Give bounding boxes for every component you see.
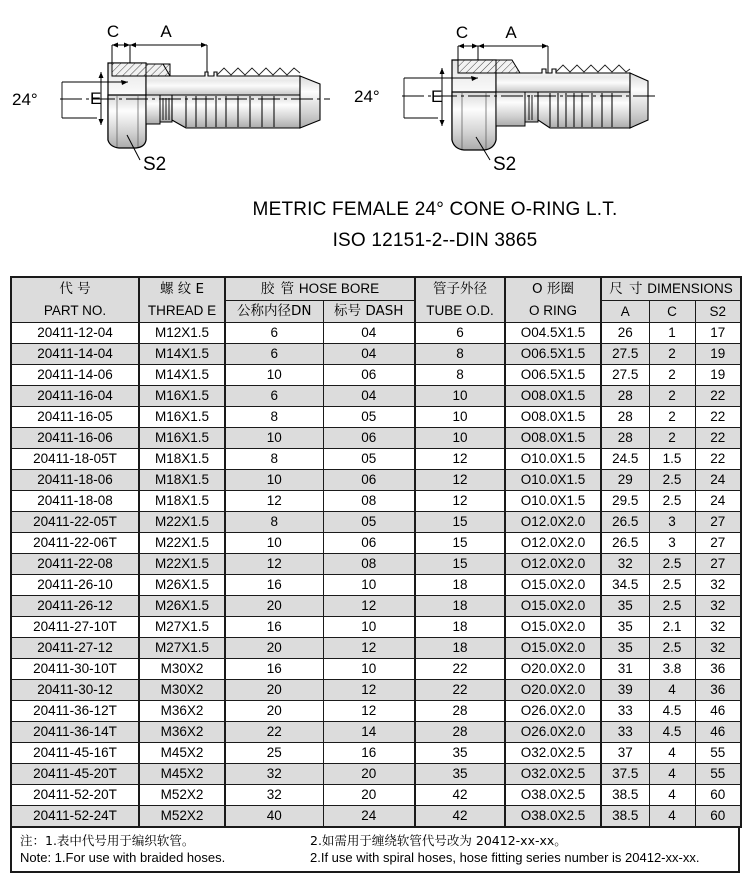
note-cn-part2: 2.如需用于缠绕软管代号改为 20412-xx-xx。 [310, 833, 567, 848]
col-header-hose-bore [225, 277, 415, 301]
table-cell: 18 [415, 617, 505, 638]
table-cell: 1 [649, 323, 695, 344]
table-cell: M22X1.5 [139, 512, 225, 533]
table-cell: M26X1.5 [139, 596, 225, 617]
table-row [11, 575, 741, 596]
fitting-drawing-right [354, 0, 750, 185]
table-cell: 19 [695, 344, 741, 365]
fitting-drawing-left [0, 0, 350, 185]
product-standard: ISO 12151-2--DIN 3865 [332, 230, 538, 251]
table-cell: 24 [695, 491, 741, 512]
table-cell: 26.5 [601, 512, 649, 533]
table-cell: 3 [649, 512, 695, 533]
table-cell: 3.8 [649, 659, 695, 680]
table-cell: M16X1.5 [139, 407, 225, 428]
table-cell: M16X1.5 [139, 386, 225, 407]
table-cell: 20411-52-20T [11, 785, 139, 806]
note-en-part2: 2.If use with spiral hoses, hose fitting series number is 20412-xx-xx. [310, 850, 700, 865]
table-cell: 05 [323, 407, 415, 428]
table-cell: 2 [649, 344, 695, 365]
table-cell: 2.1 [649, 617, 695, 638]
table-cell: 28 [601, 407, 649, 428]
col-header-thread-cn: 螺 纹 E [159, 281, 205, 297]
table-cell: 20411-16-05 [11, 407, 139, 428]
table-cell: 12 [323, 638, 415, 659]
table-cell: 4 [649, 764, 695, 785]
table-row [11, 764, 741, 785]
table-cell: 20411-16-06 [11, 428, 139, 449]
table-cell: 2 [649, 386, 695, 407]
table-cell: O04.5X1.5 [505, 323, 601, 344]
table-cell: 40 [225, 806, 323, 828]
table-cell: 20411-18-05T [11, 449, 139, 470]
product-title: METRIC FEMALE 24° CONE O-RING L.T. [252, 199, 618, 220]
table-cell: 20 [225, 596, 323, 617]
table-cell: 20411-18-08 [11, 491, 139, 512]
dim-label-angle: 24° [12, 90, 38, 109]
table-cell: 20411-16-04 [11, 386, 139, 407]
table-cell: 12 [225, 554, 323, 575]
table-cell: 28 [601, 386, 649, 407]
table-cell: O20.0X2.0 [505, 680, 601, 701]
table-cell: 18 [415, 575, 505, 596]
col-header-part-no-en: PART NO. [43, 303, 107, 318]
table-cell: 2.5 [649, 554, 695, 575]
table-cell: 14 [323, 722, 415, 743]
dim-label-c: C [455, 23, 469, 42]
table-cell: 2 [649, 407, 695, 428]
table-cell: 10 [225, 365, 323, 386]
table-cell: 38.5 [601, 785, 649, 806]
table-cell: 26 [601, 323, 649, 344]
table-cell: 1.5 [649, 449, 695, 470]
table-cell: 10 [225, 470, 323, 491]
col-header-hose-bore-cn: 胶 管 [260, 281, 296, 297]
table-cell: 42 [415, 785, 505, 806]
table-cell: 22 [695, 407, 741, 428]
table-cell: O20.0X2.0 [505, 659, 601, 680]
table-cell: 20411-30-12 [11, 680, 139, 701]
table-cell: M14X1.5 [139, 365, 225, 386]
table-cell: 35 [601, 617, 649, 638]
table-cell: 60 [695, 806, 741, 828]
table-cell: 15 [415, 554, 505, 575]
table-row [11, 659, 741, 680]
table-cell: 8 [225, 449, 323, 470]
table-cell: 28 [601, 428, 649, 449]
table-cell: 10 [323, 575, 415, 596]
col-header-part-no [11, 277, 139, 323]
table-cell: 20411-27-12 [11, 638, 139, 659]
table-row [11, 596, 741, 617]
table-body [11, 323, 741, 828]
table-cell: 37.5 [601, 764, 649, 785]
table-cell: 20411-45-16T [11, 743, 139, 764]
table-cell: 20 [323, 785, 415, 806]
col-header-o-ring [505, 277, 601, 323]
table-cell: M18X1.5 [139, 449, 225, 470]
table-cell: 2.5 [649, 491, 695, 512]
table-cell: 20411-14-06 [11, 365, 139, 386]
table-cell: 20411-18-06 [11, 470, 139, 491]
table-cell: 38.5 [601, 806, 649, 828]
col-header-hose-bore-en: HOSE BORE [298, 281, 380, 296]
table-cell: 10 [323, 617, 415, 638]
table-cell: 32 [601, 554, 649, 575]
table-cell: 4.5 [649, 722, 695, 743]
col-header-thread-en: THREAD E [147, 303, 217, 318]
table-cell: 46 [695, 722, 741, 743]
dim-label-a: A [160, 22, 172, 41]
dim-label-s2: S2 [493, 154, 517, 175]
dim-label-e: E [431, 87, 443, 106]
table-cell: 37 [601, 743, 649, 764]
col-header-a: A [601, 301, 649, 323]
note-cn-part1: 注：1.表中代号用于编织软管。 [20, 833, 195, 848]
table-cell: O08.0X1.5 [505, 386, 601, 407]
table-cell: 34.5 [601, 575, 649, 596]
dim-label-s2: S2 [143, 154, 167, 175]
table-cell: 8 [415, 365, 505, 386]
table-row [11, 743, 741, 764]
table-cell: 55 [695, 743, 741, 764]
table-cell: 16 [323, 743, 415, 764]
table-cell: O08.0X1.5 [505, 407, 601, 428]
table-cell: 2.5 [649, 638, 695, 659]
table-row [11, 638, 741, 659]
table-cell: O08.0X1.5 [505, 428, 601, 449]
col-header-tube-od [415, 277, 505, 323]
table-cell: 35 [601, 596, 649, 617]
note-en-part1: Note: 1.For use with braided hoses. [20, 850, 226, 865]
table-cell: 4 [649, 743, 695, 764]
table-cell: 20411-27-10T [11, 617, 139, 638]
col-header-o-ring-en: O RING [528, 303, 577, 318]
note-row-cn [20, 832, 730, 849]
table-row [11, 701, 741, 722]
table-row [11, 449, 741, 470]
table-cell: 20411-22-06T [11, 533, 139, 554]
table-row [11, 722, 741, 743]
table-cell: 28 [415, 701, 505, 722]
specification-table-wrap [10, 276, 740, 828]
dim-label-e: E [90, 89, 102, 108]
table-cell: 8 [225, 512, 323, 533]
table-cell: M45X2 [139, 764, 225, 785]
table-cell: O06.5X1.5 [505, 365, 601, 386]
table-cell: 60 [695, 785, 741, 806]
note-row-en [20, 849, 730, 866]
table-cell: M36X2 [139, 722, 225, 743]
col-header-dimensions-en: DIMENSIONS [647, 281, 733, 296]
table-header [11, 277, 741, 323]
table-cell: M30X2 [139, 680, 225, 701]
table-cell: 06 [323, 428, 415, 449]
table-cell: 20411-22-08 [11, 554, 139, 575]
table-cell: 20 [225, 680, 323, 701]
col-header-s2: S2 [695, 301, 741, 323]
table-cell: 12 [323, 596, 415, 617]
table-cell: 25 [225, 743, 323, 764]
table-cell: 24 [695, 470, 741, 491]
table-cell: 32 [695, 638, 741, 659]
table-cell: 36 [695, 680, 741, 701]
table-cell: 19 [695, 365, 741, 386]
table-cell: 10 [323, 659, 415, 680]
table-cell: M30X2 [139, 659, 225, 680]
table-cell: 32 [695, 596, 741, 617]
table-cell: 6 [415, 323, 505, 344]
table-cell: 27 [695, 533, 741, 554]
table-cell: O12.0X2.0 [505, 554, 601, 575]
table-cell: M12X1.5 [139, 323, 225, 344]
table-row [11, 554, 741, 575]
col-header-thread [139, 277, 225, 323]
table-cell: M14X1.5 [139, 344, 225, 365]
table-cell: O15.0X2.0 [505, 617, 601, 638]
table-cell: M52X2 [139, 806, 225, 828]
table-cell: 20411-36-14T [11, 722, 139, 743]
table-cell: 6 [225, 323, 323, 344]
table-cell: 24.5 [601, 449, 649, 470]
table-cell: O38.0X2.5 [505, 785, 601, 806]
table-cell: 20 [225, 701, 323, 722]
dim-label-a: A [505, 23, 517, 42]
table-cell: 35 [415, 764, 505, 785]
table-cell: 16 [225, 659, 323, 680]
table-cell: 12 [415, 449, 505, 470]
table-cell: O15.0X2.0 [505, 638, 601, 659]
table-cell: 06 [323, 365, 415, 386]
table-cell: O15.0X2.0 [505, 596, 601, 617]
table-cell: 12 [415, 470, 505, 491]
table-cell: 04 [323, 323, 415, 344]
table-cell: 32 [225, 764, 323, 785]
table-cell: 08 [323, 554, 415, 575]
table-cell: 36 [695, 659, 741, 680]
table-cell: 4.5 [649, 701, 695, 722]
table-cell: 10 [415, 407, 505, 428]
table-row [11, 617, 741, 638]
table-row [11, 785, 741, 806]
table-cell: O26.0X2.0 [505, 722, 601, 743]
table-cell: 04 [323, 344, 415, 365]
table-cell: 8 [225, 407, 323, 428]
table-cell: 22 [415, 659, 505, 680]
table-cell: 4 [649, 680, 695, 701]
col-header-dimensions-cn: 尺 寸 [609, 281, 644, 297]
col-header-dimensions [601, 277, 741, 301]
table-cell: 15 [415, 533, 505, 554]
table-cell: M52X2 [139, 785, 225, 806]
table-cell: M45X2 [139, 743, 225, 764]
table-cell: 32 [695, 575, 741, 596]
table-row [11, 428, 741, 449]
table-cell: 22 [695, 386, 741, 407]
table-cell: M22X1.5 [139, 554, 225, 575]
table-cell: 20411-30-10T [11, 659, 139, 680]
table-cell: 27.5 [601, 344, 649, 365]
table-cell: O15.0X2.0 [505, 575, 601, 596]
table-cell: 16 [225, 575, 323, 596]
table-cell: 17 [695, 323, 741, 344]
table-cell: 27 [695, 512, 741, 533]
table-cell: 31 [601, 659, 649, 680]
table-cell: 12 [225, 491, 323, 512]
table-cell: 20411-14-04 [11, 344, 139, 365]
table-cell: 24 [323, 806, 415, 828]
col-header-o-ring-cn: O 形圈 [532, 281, 574, 297]
table-cell: 6 [225, 344, 323, 365]
table-row [11, 680, 741, 701]
table-cell: M18X1.5 [139, 491, 225, 512]
table-cell: 18 [415, 638, 505, 659]
table-cell: M36X2 [139, 701, 225, 722]
table-cell: 10 [225, 533, 323, 554]
dim-label-angle: 24° [354, 87, 380, 106]
table-cell: O38.0X2.5 [505, 806, 601, 828]
table-cell: 2.5 [649, 596, 695, 617]
table-cell: 33 [601, 701, 649, 722]
table-cell: 28 [415, 722, 505, 743]
table-cell: 2 [649, 365, 695, 386]
table-cell: 10 [225, 428, 323, 449]
table-header-row-1 [11, 277, 741, 301]
table-row [11, 386, 741, 407]
product-title-block [0, 185, 750, 252]
table-cell: 06 [323, 533, 415, 554]
table-cell: 20411-52-24T [11, 806, 139, 828]
table-cell: 22 [695, 449, 741, 470]
table-cell: 20411-45-20T [11, 764, 139, 785]
table-cell: 20 [323, 764, 415, 785]
table-row [11, 533, 741, 554]
col-header-part-no-cn: 代 号 [59, 281, 91, 297]
table-cell: 10 [415, 386, 505, 407]
table-cell: O10.0X1.5 [505, 491, 601, 512]
table-cell: 8 [415, 344, 505, 365]
table-cell: 2 [649, 428, 695, 449]
table-row [11, 323, 741, 344]
table-cell: 20411-36-12T [11, 701, 139, 722]
table-row [11, 407, 741, 428]
table-cell: O06.5X1.5 [505, 344, 601, 365]
specification-table [10, 276, 742, 828]
table-cell: 55 [695, 764, 741, 785]
table-cell: 6 [225, 386, 323, 407]
table-row [11, 470, 741, 491]
table-cell: 29 [601, 470, 649, 491]
table-cell: 42 [415, 806, 505, 828]
table-cell: M22X1.5 [139, 533, 225, 554]
table-row [11, 491, 741, 512]
dim-label-c: C [106, 22, 120, 41]
table-cell: O12.0X2.0 [505, 533, 601, 554]
table-cell: 4 [649, 785, 695, 806]
table-cell: 04 [323, 386, 415, 407]
table-cell: 05 [323, 449, 415, 470]
table-cell: 2.5 [649, 575, 695, 596]
table-cell: 27.5 [601, 365, 649, 386]
table-cell: M27X1.5 [139, 617, 225, 638]
table-cell: 08 [323, 491, 415, 512]
technical-drawings [0, 0, 750, 185]
table-cell: 20411-22-05T [11, 512, 139, 533]
table-cell: 05 [323, 512, 415, 533]
table-cell: 12 [323, 701, 415, 722]
table-cell: M18X1.5 [139, 470, 225, 491]
table-row [11, 512, 741, 533]
table-cell: 46 [695, 701, 741, 722]
table-cell: 06 [323, 470, 415, 491]
table-cell: 35 [415, 743, 505, 764]
table-row [11, 344, 741, 365]
table-cell: O32.0X2.5 [505, 764, 601, 785]
table-cell: 32 [225, 785, 323, 806]
col-header-dn: 公称内径DN [225, 301, 323, 323]
table-cell: 18 [415, 596, 505, 617]
table-cell: 20411-26-12 [11, 596, 139, 617]
table-cell: 22 [225, 722, 323, 743]
footer-notes [10, 828, 740, 873]
table-cell: 29.5 [601, 491, 649, 512]
table-cell: 22 [415, 680, 505, 701]
table-cell: 20411-26-10 [11, 575, 139, 596]
col-header-c: C [649, 301, 695, 323]
table-cell: 39 [601, 680, 649, 701]
table-cell: 2.5 [649, 470, 695, 491]
table-cell: 27 [695, 554, 741, 575]
col-header-tube-od-cn: 管子外径 [433, 281, 487, 297]
table-cell: 35 [601, 638, 649, 659]
table-cell: 12 [415, 491, 505, 512]
table-row [11, 806, 741, 828]
table-cell: 22 [695, 428, 741, 449]
table-cell: 16 [225, 617, 323, 638]
table-cell: 3 [649, 533, 695, 554]
table-cell: 33 [601, 722, 649, 743]
table-cell: O12.0X2.0 [505, 512, 601, 533]
table-cell: 10 [415, 428, 505, 449]
table-cell: 15 [415, 512, 505, 533]
col-header-dash: 标号 DASH [323, 301, 415, 323]
table-cell: 12 [323, 680, 415, 701]
col-header-tube-od-en: TUBE O.D. [426, 303, 494, 318]
table-cell: 26.5 [601, 533, 649, 554]
table-cell: M16X1.5 [139, 428, 225, 449]
table-cell: O10.0X1.5 [505, 449, 601, 470]
table-cell: 4 [649, 806, 695, 828]
table-cell: M27X1.5 [139, 638, 225, 659]
table-row [11, 365, 741, 386]
table-cell: 20 [225, 638, 323, 659]
table-cell: 20411-12-04 [11, 323, 139, 344]
table-cell: 32 [695, 617, 741, 638]
table-cell: O32.0X2.5 [505, 743, 601, 764]
table-cell: M26X1.5 [139, 575, 225, 596]
table-cell: O26.0X2.0 [505, 701, 601, 722]
table-cell: O10.0X1.5 [505, 470, 601, 491]
